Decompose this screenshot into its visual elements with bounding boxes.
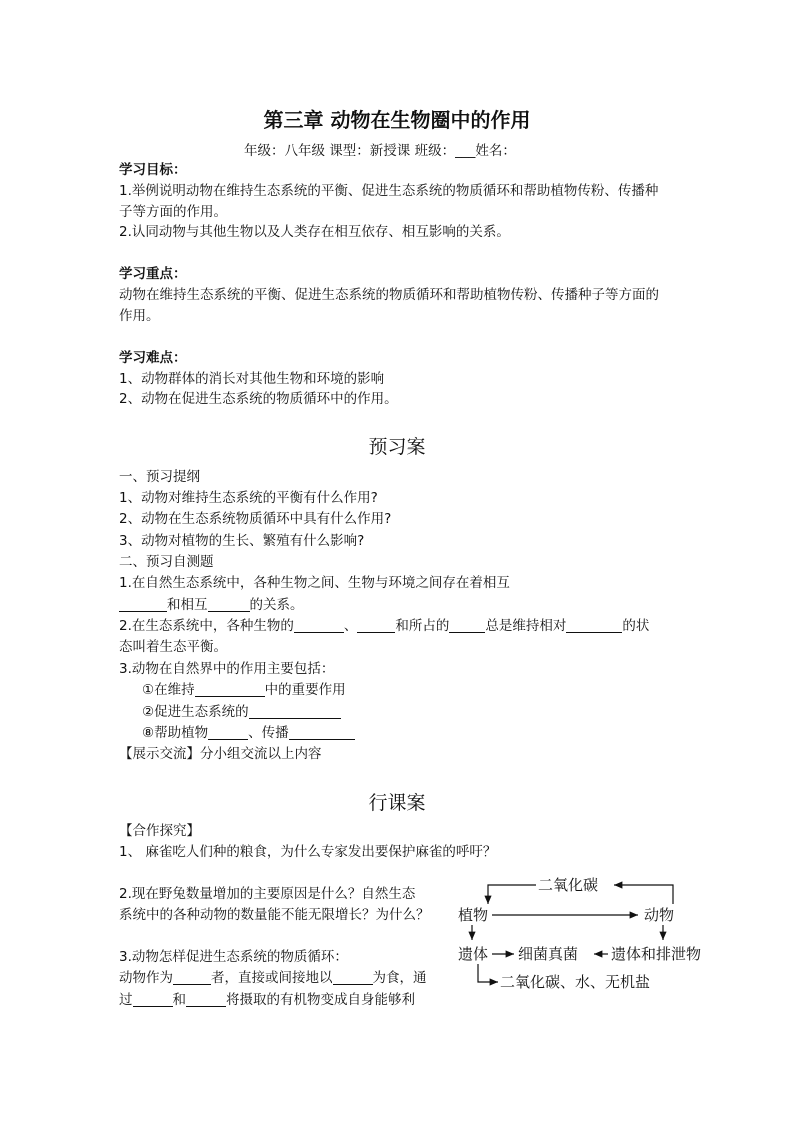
question-text: 中的重要作用 — [264, 682, 346, 698]
arrow-co2-to-plant — [488, 885, 536, 900]
coop-question: 1、 麻雀吃人们种的粮食，为什么专家发出要保护麻雀的呼吁？ — [119, 844, 497, 860]
question-text: 的关系。 — [249, 597, 304, 613]
question-text: ⑧帮助植物 — [142, 725, 209, 741]
lesson-meta: 年级：八年级 课型：新授课 班级：___姓名： — [244, 143, 516, 159]
objective-line: 2.认同动物与其他生物以及人类存在相互依存、相互影响的关系。 — [119, 224, 510, 240]
objective-line: 子等方面的作用。 — [119, 204, 227, 220]
fill-blank[interactable] — [249, 704, 341, 719]
arrow-animal-to-co2 — [614, 885, 673, 904]
coop-heading: 【合作探究】 — [119, 823, 200, 839]
self-test-question: 1.在自然生态系统中，各种生物之间、生物与环境之间存在着相互 — [119, 575, 510, 591]
self-test-subitem — [142, 723, 355, 743]
fill-blank[interactable] — [208, 725, 248, 740]
preview-section-title: 预习案 — [368, 436, 426, 458]
coop-question: 系统中的各种动物的数量能不能无限增长？为什么？ — [119, 907, 430, 923]
self-test-question: 3.动物在自然界中的作用主要包括： — [119, 661, 335, 677]
question-text: ②促进生态系统的 — [142, 704, 249, 720]
diagram-label-plant: 植物 — [458, 906, 489, 924]
self-test-heading: 二、预习自测题 — [119, 554, 214, 570]
diagram-label-inorganic: 二氧化碳、水、无机盐 — [500, 973, 651, 991]
outline-question: 1、动物对维持生态系统的平衡有什么作用? — [119, 490, 378, 506]
arrow-to-inorganic — [478, 964, 498, 982]
question-text: 过 — [119, 992, 133, 1008]
question-text: 动物作为 — [119, 970, 173, 986]
question-text: 和 — [172, 992, 186, 1008]
question-text: 和相互 — [167, 597, 208, 613]
diagram-label-co2: 二氧化碳 — [538, 876, 599, 894]
fill-blank[interactable] — [566, 618, 622, 633]
self-test-subitem — [142, 680, 346, 700]
fill-blank[interactable] — [133, 992, 173, 1007]
coop-question-cont — [119, 968, 427, 988]
coop-question-cont — [119, 990, 415, 1010]
fill-blank[interactable] — [195, 682, 265, 697]
fill-blank[interactable] — [357, 618, 395, 633]
question-text: 和所占的 — [395, 618, 450, 634]
self-test-question-cont — [119, 595, 304, 615]
material-cycle-diagram — [448, 870, 728, 1000]
question-text: ①在维持 — [142, 682, 195, 698]
fill-blank[interactable] — [186, 992, 226, 1007]
question-text: 、 — [343, 618, 358, 634]
outline-question: 2、动物在生态系统物质循环中具有什么作用? — [119, 511, 392, 527]
self-test-question-cont: 态叫着生态平衡。 — [119, 639, 227, 655]
self-test-question — [119, 616, 649, 636]
key-points-heading: 学习重点： — [119, 266, 187, 282]
objectives-heading: 学习目标： — [119, 162, 187, 178]
question-text: 总是维持相对 — [485, 618, 567, 634]
diagram-label-remains: 遗体 — [458, 945, 489, 963]
question-text: 者，直接或间接地以 — [211, 970, 333, 986]
fill-blank[interactable] — [294, 618, 344, 633]
difficulties-heading: 学习难点： — [119, 350, 187, 366]
difficulty-line: 2、动物在促进生态系统的物质循环中的作用。 — [119, 391, 398, 407]
difficulty-line: 1、动物群体的消长对其他生物和环境的影响 — [119, 371, 385, 387]
fill-blank[interactable] — [289, 725, 355, 740]
lesson-section-title: 行课案 — [368, 792, 426, 814]
question-text: 为食，通 — [372, 970, 427, 986]
fill-blank[interactable] — [119, 597, 167, 612]
coop-question: 2.现在野兔数量增加的主要原因是什么？自然生态 — [119, 886, 416, 902]
question-text: 将摄取的有机物变成自身能够利 — [226, 992, 415, 1008]
fill-blank[interactable] — [449, 618, 485, 633]
diagram-label-remains-waste: 遗体和排泄物 — [611, 945, 702, 963]
outline-heading: 一、预习提纲 — [119, 469, 200, 485]
question-text: 2.在生态系统中，各种生物的 — [119, 618, 294, 634]
outline-question: 3、动物对植物的生长、繁殖有什么影响? — [119, 533, 365, 549]
fill-blank[interactable] — [173, 970, 211, 985]
share-note: 【展示交流】分小组交流以上内容 — [119, 746, 322, 762]
coop-question: 3.动物怎样促进生态系统的物质循环： — [119, 949, 348, 965]
diagram-label-animal: 动物 — [644, 906, 675, 924]
fill-blank[interactable] — [208, 597, 250, 612]
key-point-line: 动物在维持生态系统的平衡、促进生态系统的物质循环和帮助植物传粉、传播种子等方面的 — [119, 287, 659, 303]
question-text: 、传播 — [248, 725, 289, 741]
objective-line: 1.举例说明动物在维持生态系统的平衡、促进生态系统的物质循环和帮助植物传粉、传播种 — [119, 183, 659, 199]
question-text: 的状 — [622, 618, 650, 634]
page-title: 第三章 动物在生物圈中的作用 — [263, 108, 531, 132]
key-point-line: 作用。 — [119, 308, 160, 324]
fill-blank[interactable] — [333, 970, 373, 985]
diagram-label-microbes: 细菌真菌 — [518, 945, 579, 963]
self-test-subitem — [142, 702, 341, 722]
